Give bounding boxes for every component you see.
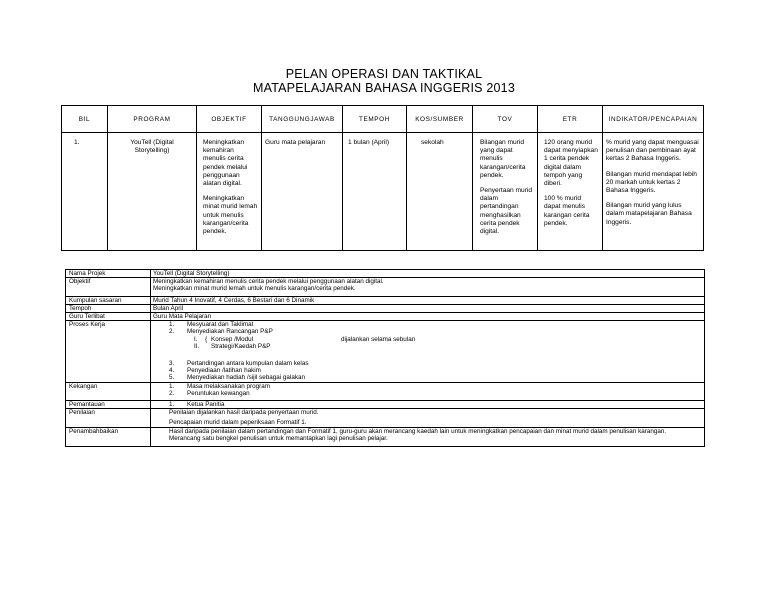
- cell-tanggungjawab: Guru mata pelajaran: [265, 139, 326, 146]
- penilaian-line-2: Pencapaian murid dalam peperiksaan Formatif 1.: [169, 419, 307, 427]
- objektif-1: Meningkatkan kemahiran menulis cerita pendek melalui penggunaan alatan digital.: [203, 139, 248, 188]
- row-tempoh: [66, 304, 705, 312]
- indikator-2: Bilangan murid mendapat lebih 20 markah untuk kertas 2 Bahasa Inggeris.: [606, 170, 697, 195]
- row-proses-kerja: [66, 321, 705, 382]
- objektif-line-2: Meningkatkan minat murid lemah untuk menulis karangan/cerita pendek.: [153, 285, 356, 293]
- header-objektif: OBJEKTIF: [197, 106, 262, 133]
- label-kekangan: Kekangan: [66, 382, 151, 400]
- plan-table: [61, 105, 704, 251]
- label-pemantauan: Pemantauan: [66, 401, 151, 409]
- title-line-1: PELAN OPERASI DAN TAKTIKAL: [285, 67, 483, 81]
- tov-1: Bilangan murid yang dapat menulis karangan/cerita pendek.: [480, 139, 526, 179]
- etr-2: 100 % murid dapat menulis karangan cerita pendek.: [544, 195, 590, 227]
- objektif-2: Meningkatkan minat murid lemah untuk menulis karangan/cerita pendek.: [203, 195, 258, 236]
- list-item: 4. Penyediaan /latihan hakim: [169, 367, 261, 375]
- label-objektif: Objektif: [66, 278, 151, 296]
- list-item: 2. Menyediakan Rancangan P&P: [169, 328, 273, 336]
- header-tanggungjawab: TANGGUNGJAWAB: [262, 106, 343, 133]
- list-item: 1. Mesyuarat dan Taklimat: [169, 321, 254, 329]
- cell-indikator: [603, 133, 703, 227]
- row-penilaian: [66, 409, 705, 427]
- tov-2: Penyertaan murid dalam pertandingan menghasilkan cerita pendek digital.: [480, 187, 533, 236]
- label-nama-projek: Nama Projek: [66, 270, 151, 278]
- cell-program: YouTell (Digital Storytelling): [130, 139, 174, 155]
- cell-tov: [473, 133, 537, 236]
- sub-tail-text: dijalankan selama sebulan: [341, 335, 416, 343]
- indikator-3: Bilangan murid yang lulus dalam matapelajaran Bahasa Inggeris.: [606, 202, 692, 226]
- cell-kos-sumber: sekolah: [421, 139, 444, 146]
- label-kumpulan-sasaran: Kumpulan sasaran: [66, 296, 151, 304]
- row-nama-projek: [66, 270, 705, 278]
- project-details-table: [65, 269, 705, 447]
- cell-bil: 1.: [74, 139, 80, 146]
- value-guru-terlibat: Guru Mata Pelajaran: [151, 313, 705, 321]
- value-tempoh: Bulan April: [151, 304, 705, 312]
- penambahbaikan-line-2: Merancang satu bengkel penulisan untuk memantapkan lagi penulisan pelajar.: [169, 434, 388, 442]
- header-tempoh: TEMPOH: [343, 106, 407, 133]
- cell-tempoh: 1 bulan (April): [348, 139, 390, 146]
- sub-item-2: II. Strategi/Kaedah P&P: [194, 342, 271, 350]
- header-program: PROGRAM: [108, 106, 197, 133]
- sub-item-1: I. { Konsep /Modul dijalankan selama sebulan: [194, 335, 416, 343]
- header-tov: TOV: [473, 106, 538, 133]
- header-kos-sumber: KOS/SUMBER: [407, 106, 473, 133]
- label-guru-terlibat: Guru Terlibat: [66, 313, 151, 321]
- value-nama-projek: YouTell (Digital Storytelling): [151, 270, 705, 278]
- value-kumpulan-sasaran: Murid Tahun 4 Inovatif, 4 Cerdas, 6 Bestari dan 6 Dinamik: [151, 296, 705, 304]
- header-indikator: INDIKATOR/PENCAPAIAN: [603, 106, 704, 133]
- indikator-1: % murid yang dapat menguasai penulisan dan pembinaan ayat kertas 2 Bahasa Inggeris.: [606, 139, 699, 163]
- label-tempoh: Tempoh: [66, 304, 151, 312]
- objektif-line-1: Meningkatkan kemahiran menulis cerita pendek melalui penggunaan alatan digital.: [153, 278, 384, 286]
- penambahbaikan-line-1: Hasil daripada penilaian dalam pertandingan dan Formatif 1, guru-guru akan merancang kaedah lain untuk meningkatkan pencapaian dan minat murid dalam penulisan karangan.: [169, 427, 667, 435]
- row-guru-terlibat: [66, 313, 705, 321]
- cell-etr: [538, 133, 602, 228]
- title-line-2: MATAPELAJARAN BAHASA INGGERIS 2013: [253, 81, 515, 95]
- pemantauan-list: [153, 401, 702, 408]
- list-item: 3. Pertandingan antara kumpulan dalam kelas: [169, 360, 309, 368]
- row-kekangan: [66, 382, 705, 400]
- etr-1: 120 orang murid dapat menyiapkan 1 cerita pendek digital dalam tempoh yang diberi.: [544, 139, 598, 188]
- penilaian-line-1: Penilaian dijalankan hasil daripada penyertaan murid.: [169, 409, 319, 417]
- list-item: 2. Peruntukan kewangan: [169, 389, 250, 397]
- proses-list-a: [153, 321, 702, 335]
- kekangan-list: [153, 383, 702, 397]
- header-etr: ETR: [538, 106, 603, 133]
- list-item: 5. Menyediakan hadiah /sijil sebagai galakan: [169, 374, 305, 382]
- row-penambahbaikan: [66, 427, 705, 446]
- row-objektif: [66, 278, 705, 296]
- cell-objektif: [197, 133, 261, 236]
- row-kumpulan-sasaran: [66, 296, 705, 304]
- header-bil: BIL: [62, 106, 108, 133]
- plan-row: [62, 133, 704, 251]
- row-pemantauan: [66, 401, 705, 409]
- list-item: 1. Ketua Panitia: [169, 401, 225, 409]
- label-penilaian: Penilaian: [66, 409, 151, 427]
- label-proses-kerja: Proses Kerja: [66, 321, 151, 382]
- list-item: 1. Masa melaksanakan program: [169, 382, 270, 390]
- plan-header-row: [62, 106, 704, 133]
- label-penambahbaikan: Penambahbaikan: [66, 427, 151, 446]
- proses-list-b: [153, 360, 702, 382]
